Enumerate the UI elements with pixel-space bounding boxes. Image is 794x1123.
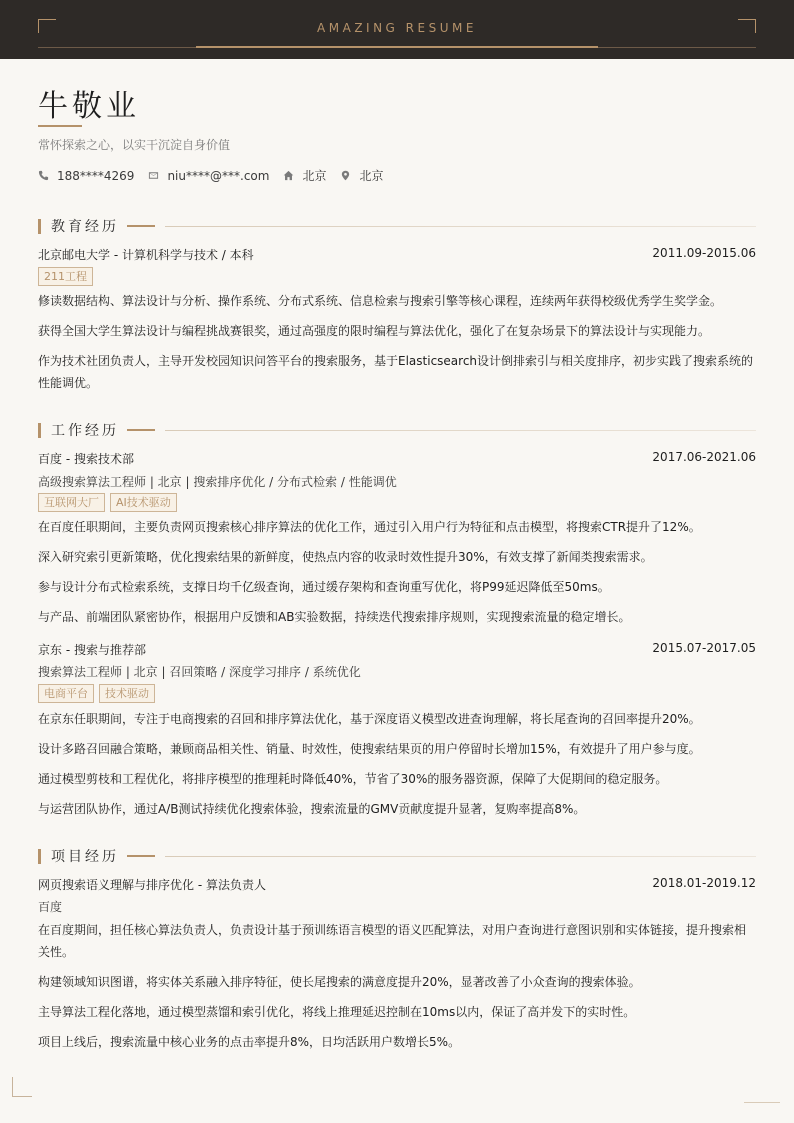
header-brand: AMAZING RESUME — [317, 21, 477, 35]
section-divider — [165, 856, 756, 857]
section-title: 教育经历 — [51, 219, 119, 235]
work-paragraph: 设计多路召回融合策略，兼顾商品相关性、销量、时效性，使搜索结果页的用户停留时长增加15%，有效提升了用户参与度。 — [38, 742, 701, 756]
corner-ornament — [12, 1077, 32, 1097]
home-icon — [283, 170, 294, 181]
email-text: niu****@***.com — [167, 168, 270, 183]
education-date: 2011.09-2015.06 — [652, 246, 756, 260]
work-paragraph: 通过模型剪枝和工程优化，将排序模型的推理耗时降低40%，节省了30%的服务器资源，保障了大促期间的稳定服务。 — [38, 772, 668, 786]
work-tags — [38, 493, 182, 512]
location-pin-icon — [340, 170, 351, 181]
mail-icon — [148, 170, 159, 181]
project-name: 网页搜索语义理解与排序优化 - 算法负责人 — [38, 878, 266, 892]
section-marker — [38, 849, 41, 864]
contact-phone — [38, 169, 134, 183]
home-text: 北京 — [302, 169, 327, 183]
section-divider — [165, 430, 756, 431]
project-org: 百度 — [38, 900, 63, 914]
tag: 技术驱动 — [99, 684, 155, 703]
contact-home — [283, 167, 326, 184]
section-marker — [38, 219, 41, 234]
work-date: 2015.07-2017.05 — [652, 641, 756, 655]
name-underline — [38, 125, 82, 127]
section-divider — [165, 226, 756, 227]
header-bar — [0, 0, 794, 59]
work-paragraph: 在百度任职期间，主要负责网页搜索核心排序算法的优化工作，通过引入用户行为特征和点击模型，将搜索CTR提升了12%。 — [38, 520, 701, 534]
phone-icon — [38, 170, 49, 181]
project-entry-header — [38, 876, 756, 893]
work-paragraph: 与产品、前端团队紧密协作，根据用户反馈和AB实验数据，持续迭代搜索排序规则，实现搜索流量的稳定增长。 — [38, 610, 631, 624]
project-paragraph: 项目上线后，搜索流量中核心业务的点击率提升8%，日均活跃用户数增长5%。 — [38, 1035, 461, 1049]
section-title: 项目经历 — [51, 849, 119, 865]
work-entry-header — [38, 641, 756, 658]
project-paragraph: 主导算法工程化落地，通过模型蒸馏和索引优化，将线上推理延迟控制在10ms以内，保证了高并发下的实时性。 — [38, 1005, 636, 1019]
contact-email — [148, 169, 269, 183]
section-work-header — [38, 422, 756, 438]
education-school: 北京邮电大学 - 计算机科学与技术 / 本科 — [38, 248, 254, 262]
work-company: 京东 - 搜索与推荐部 — [38, 643, 146, 657]
education-tags — [38, 267, 98, 286]
work-tags — [38, 684, 160, 703]
candidate-motto: 常怀探索之心，以实干沉淀自身价值 — [38, 138, 231, 152]
work-paragraph: 在京东任职期间，专注于电商搜索的召回和排序算法优化，基于深度语义模型改进查询理解，将长尾查询的召回率提升20%。 — [38, 712, 701, 726]
section-title: 工作经历 — [51, 423, 119, 439]
contact-info — [38, 167, 397, 184]
location-text: 北京 — [359, 169, 384, 183]
tag: AI技术驱动 — [110, 493, 177, 512]
section-education-header — [38, 218, 756, 234]
work-paragraph: 参与设计分布式检索系统，支撑日均千亿级查询，通过缓存架构和查询重写优化，将P99延迟降低至50ms。 — [38, 580, 610, 594]
candidate-name: 牛敬业 — [38, 89, 140, 124]
education-paragraph: 作为技术社团负责人，主导开发校园知识问答平台的搜索服务，基于Elasticsearch设计倒排索引与相关度排序，初步实践了搜索系统的性能调优。 — [38, 354, 754, 390]
contact-location — [340, 167, 383, 184]
education-paragraph: 修读数据结构、算法设计与分析、操作系统、分布式系统、信息检索与搜索引擎等核心课程，连续两年获得校级优秀学生奖学金。 — [38, 294, 723, 308]
tag: 211工程 — [38, 267, 93, 286]
section-projects-header — [38, 848, 756, 864]
section-accent — [127, 429, 155, 431]
corner-ornament — [744, 1102, 780, 1103]
section-accent — [127, 225, 155, 227]
tag: 电商平台 — [38, 684, 94, 703]
project-paragraph: 构建领域知识图谱，将实体关系融入排序特征，使长尾搜索的满意度提升20%，显著改善了小众查询的搜索体验。 — [38, 975, 641, 989]
work-company: 百度 - 搜索技术部 — [38, 452, 134, 466]
project-date: 2018.01-2019.12 — [652, 876, 756, 890]
tag: 互联网大厂 — [38, 493, 105, 512]
phone-text: 188****4269 — [57, 168, 135, 183]
work-role: 搜索算法工程师 | 北京 | 召回策略 / 深度学习排序 / 系统优化 — [38, 665, 361, 679]
work-role: 高级搜索算法工程师 | 北京 | 搜索排序优化 / 分布式检索 / 性能调优 — [38, 475, 397, 489]
header-accent-line — [196, 46, 598, 48]
education-paragraph: 获得全国大学生算法设计与编程挑战赛银奖，通过高强度的限时编程与算法优化，强化了在复杂场景下的算法设计与实现能力。 — [38, 324, 711, 338]
work-paragraph: 与运营团队协作，通过A/B测试持续优化搜索体验，搜索流量的GMV贡献度提升显著，复购率提高8%。 — [38, 802, 586, 816]
section-marker — [38, 423, 41, 438]
project-paragraph: 在百度期间，担任核心算法负责人，负责设计基于预训练语言模型的语义匹配算法，对用户查询进行意图识别和实体链接，提升搜索相关性。 — [38, 923, 747, 959]
work-paragraph: 深入研究索引更新策略，优化搜索结果的新鲜度，使热点内容的收录时效性提升30%，有效支撑了新闻类搜索需求。 — [38, 550, 653, 564]
section-accent — [127, 855, 155, 857]
education-entry-header — [38, 246, 756, 263]
work-date: 2017.06-2021.06 — [652, 450, 756, 464]
work-entry-header — [38, 450, 756, 467]
